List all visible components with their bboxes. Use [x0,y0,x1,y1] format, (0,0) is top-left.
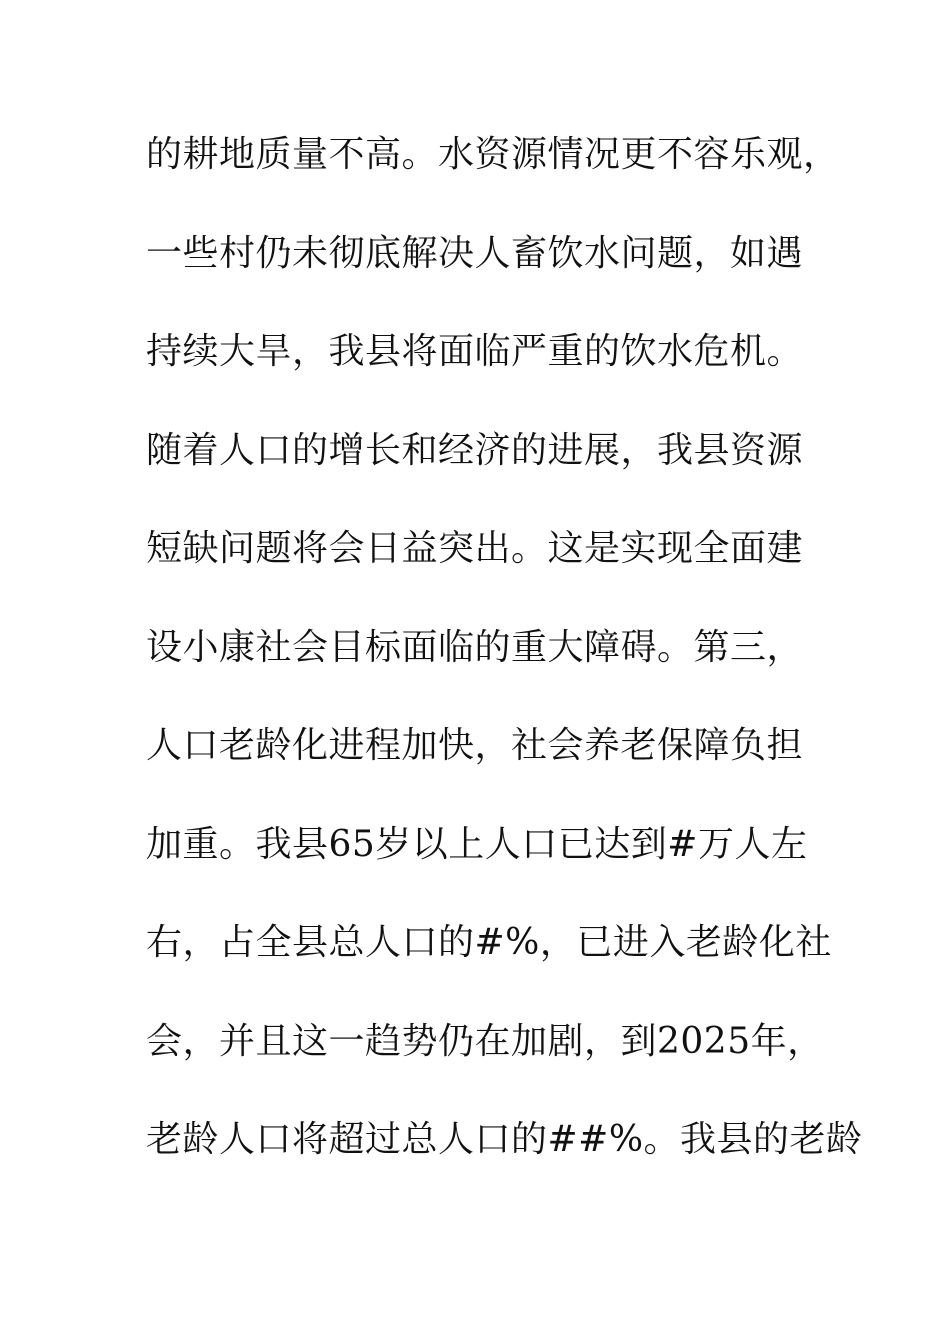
text-line: 加重。我县65岁以上人口已达到#万人左 [146,823,808,865]
text-line: 的耕地质量不高。水资源情况更不容乐观， [146,134,840,175]
text-line: 短缺问题将会日益突出。这是实现全面建 [146,528,804,569]
text-line: 人口老龄化进程加快，社会养老保障负担 [146,725,804,766]
text-line: 老龄人口将超过总人口的##%。我县的老龄 [146,1119,863,1160]
text-line: 设小康社会目标面临的重大障碍。第三， [146,626,804,668]
text-line: 持续大旱，我县将面临严重的饮水危机。 [146,331,804,372]
text-line: 随着人口的增长和经济的进展，我县资源 [146,429,804,471]
body-text [146,124,863,1208]
text-line: 右，占全县总人口的#%，已进入老龄化社 [146,922,832,963]
text-line: 会，并且这一趋势仍在加剧，到2025年， [146,1020,824,1062]
text-line: 一些村仍未彻底解决人畜饮水问题，如遇 [146,232,804,274]
